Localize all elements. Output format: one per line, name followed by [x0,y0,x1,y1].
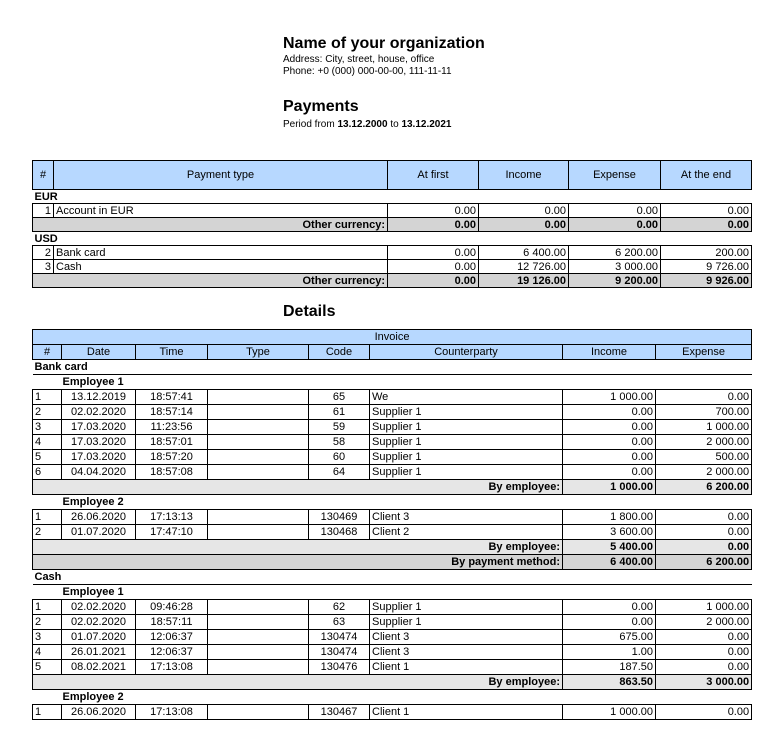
row-counterparty: Supplier 1 [370,600,563,615]
currency-label: EUR [33,190,752,204]
row-expense: 700.00 [656,405,752,420]
row-time: 09:46:28 [136,600,208,615]
row-time: 17:47:10 [136,525,208,540]
employee-name: Employee 2 [33,690,752,705]
row-number: 4 [33,645,62,660]
details-col-time: Time [136,345,208,360]
row-counterparty: Supplier 1 [370,405,563,420]
details-col-type: Type [208,345,309,360]
row-date: 17.03.2020 [62,420,136,435]
table-row [33,390,752,405]
summary-col-expense: Expense [569,161,661,190]
summary-header-row [33,161,752,190]
expense-value: 3 000.00 [569,260,661,274]
details-header-row [33,345,752,360]
row-type [208,390,309,405]
row-income: 1 800.00 [563,510,656,525]
period-line [283,119,452,130]
summary-col-at-the-end: At the end [661,161,752,190]
organization-header [283,34,763,78]
currency-total-label: Other currency: [33,218,388,232]
row-code: 58 [309,435,370,450]
row-date: 02.02.2020 [62,405,136,420]
period-prefix: Period from [283,119,335,130]
row-time: 18:57:41 [136,390,208,405]
total-at-end: 0.00 [661,218,752,232]
payment-type: Account in EUR [54,204,388,218]
row-number: 1 [33,600,62,615]
row-counterparty: Supplier 1 [370,465,563,480]
details-body [33,360,752,720]
row-expense: 0.00 [656,660,752,675]
row-number: 3 [33,630,62,645]
currency-total-label: Other currency: [33,274,388,288]
at-end-value: 0.00 [661,204,752,218]
employee-total-expense: 6 200.00 [656,480,752,495]
table-row [33,510,752,525]
row-type [208,525,309,540]
table-row [33,705,752,720]
details-title: Details [283,303,336,320]
total-at-first: 0.00 [388,218,479,232]
row-code: 130469 [309,510,370,525]
row-time: 18:57:20 [136,450,208,465]
row-counterparty: We [370,390,563,405]
employee-total-label: By employee: [33,675,563,690]
row-code: 61 [309,405,370,420]
row-expense: 0.00 [656,510,752,525]
row-type [208,450,309,465]
table-row [33,525,752,540]
row-type [208,435,309,450]
row-time: 18:57:11 [136,615,208,630]
row-time: 12:06:37 [136,645,208,660]
employee-total-income: 863.50 [563,675,656,690]
employee-total-row [33,675,752,690]
details-col-date: Date [62,345,136,360]
table-row [33,615,752,630]
row-income: 0.00 [563,465,656,480]
total-at-end: 9 926.00 [661,274,752,288]
employee-total-expense: 0.00 [656,540,752,555]
employee-total-expense: 3 000.00 [656,675,752,690]
total-income: 0.00 [479,218,569,232]
row-expense: 0.00 [656,645,752,660]
total-income: 19 126.00 [479,274,569,288]
row-date: 17.03.2020 [62,435,136,450]
row-number: 4 [33,435,62,450]
row-income: 1 000.00 [563,705,656,720]
payment-type: Cash [54,260,388,274]
row-date: 04.04.2020 [62,465,136,480]
row-code: 130474 [309,645,370,660]
row-number: 1 [33,705,62,720]
income-value: 0.00 [479,204,569,218]
payment-method-row [33,360,752,375]
details-col-code: Code [309,345,370,360]
row-expense: 2 000.00 [656,465,752,480]
invoice-header: Invoice [33,330,752,345]
row-counterparty: Client 3 [370,630,563,645]
row-type [208,405,309,420]
row-number: 6 [33,465,62,480]
row-counterparty: Client 1 [370,660,563,675]
row-code: 130474 [309,630,370,645]
details-col-number: # [33,345,62,360]
row-counterparty: Client 3 [370,510,563,525]
currency-label: USD [33,232,752,246]
row-income: 0.00 [563,435,656,450]
employee-name: Employee 1 [33,585,752,600]
row-date: 13.12.2019 [62,390,136,405]
currency-group-row [33,232,752,246]
row-type [208,510,309,525]
employee-name: Employee 1 [33,375,752,390]
row-number: 2 [33,405,62,420]
at-first-value: 0.00 [388,260,479,274]
table-row [33,450,752,465]
method-total-expense: 6 200.00 [656,555,752,570]
table-row [33,405,752,420]
row-counterparty: Supplier 1 [370,435,563,450]
row-time: 18:57:14 [136,405,208,420]
at-first-value: 0.00 [388,204,479,218]
row-expense: 0.00 [656,630,752,645]
row-income: 0.00 [563,450,656,465]
row-number: 5 [33,450,62,465]
organization-phone: Phone: +0 (000) 000-00-00, 111-11-11 [283,66,452,77]
row-number: 2 [33,615,62,630]
row-time: 17:13:13 [136,510,208,525]
row-type [208,615,309,630]
period-date-from: 13.12.2000 [337,119,388,130]
row-code: 64 [309,465,370,480]
employee-total-row [33,480,752,495]
row-date: 01.07.2020 [62,630,136,645]
row-date: 26.06.2020 [62,705,136,720]
summary-col-at-first: At first [388,161,479,190]
row-code: 65 [309,390,370,405]
method-total-income: 6 400.00 [563,555,656,570]
currency-group-row [33,190,752,204]
row-number: 3 [33,420,62,435]
details-col-counterparty: Counterparty [370,345,563,360]
method-total-row [33,555,752,570]
employee-total-row [33,540,752,555]
employee-total-label: By employee: [33,540,563,555]
payment-method-name: Cash [33,570,752,585]
employee-row [33,375,752,390]
row-code: 59 [309,420,370,435]
row-number: 1 [33,390,62,405]
income-value: 6 400.00 [479,246,569,260]
row-type [208,420,309,435]
row-time: 17:13:08 [136,705,208,720]
table-row [33,630,752,645]
employee-total-label: By employee: [33,480,563,495]
row-date: 01.07.2020 [62,525,136,540]
row-code: 60 [309,450,370,465]
payment-method-name: Bank card [33,360,752,375]
row-income: 3 600.00 [563,525,656,540]
employee-total-income: 1 000.00 [563,480,656,495]
method-total-label: By payment method: [33,555,563,570]
payment-method-row [33,570,752,585]
payments-title: Payments [283,98,359,115]
income-value: 12 726.00 [479,260,569,274]
summary-col-income: Income [479,161,569,190]
total-expense: 0.00 [569,218,661,232]
row-code: 130476 [309,660,370,675]
expense-value: 6 200.00 [569,246,661,260]
organization-name: Name of your organization [283,35,485,52]
row-number: 5 [33,660,62,675]
payments-summary-table [32,160,752,288]
row-time: 17:13:08 [136,660,208,675]
row-number: 3 [33,260,54,274]
at-end-value: 200.00 [661,246,752,260]
currency-total-row [33,218,752,232]
row-type [208,630,309,645]
employee-row [33,585,752,600]
row-expense: 1 000.00 [656,600,752,615]
row-income: 1 000.00 [563,390,656,405]
period-to: to [390,119,399,130]
table-row [33,420,752,435]
row-number: 2 [33,246,54,260]
row-type [208,705,309,720]
employee-row [33,495,752,510]
row-counterparty: Client 1 [370,705,563,720]
row-code: 62 [309,600,370,615]
expense-value: 0.00 [569,204,661,218]
row-counterparty: Supplier 1 [370,450,563,465]
period-date-to: 13.12.2021 [401,119,452,130]
row-date: 26.06.2020 [62,510,136,525]
row-income: 0.00 [563,600,656,615]
row-code: 130467 [309,705,370,720]
summary-col-number: # [33,161,54,190]
row-income: 187.50 [563,660,656,675]
invoice-header-row [33,330,752,345]
details-col-expense: Expense [656,345,752,360]
table-row [33,645,752,660]
row-date: 02.02.2020 [62,615,136,630]
organization-address: Address: City, street, house, office [283,54,435,65]
table-row [33,465,752,480]
summary-row [33,260,752,274]
row-date: 17.03.2020 [62,450,136,465]
summary-body [33,190,752,288]
row-expense: 1 000.00 [656,420,752,435]
employee-name: Employee 2 [33,495,752,510]
row-counterparty: Supplier 1 [370,615,563,630]
currency-total-row [33,274,752,288]
total-expense: 9 200.00 [569,274,661,288]
table-row [33,435,752,450]
row-code: 63 [309,615,370,630]
at-end-value: 9 726.00 [661,260,752,274]
row-type [208,465,309,480]
row-counterparty: Supplier 1 [370,420,563,435]
row-income: 675.00 [563,630,656,645]
summary-row [33,204,752,218]
table-row [33,660,752,675]
row-counterparty: Client 2 [370,525,563,540]
total-at-first: 0.00 [388,274,479,288]
row-time: 11:23:56 [136,420,208,435]
row-income: 1.00 [563,645,656,660]
row-number: 1 [33,510,62,525]
details-col-income: Income [563,345,656,360]
row-expense: 0.00 [656,705,752,720]
row-income: 0.00 [563,615,656,630]
row-time: 18:57:01 [136,435,208,450]
row-type [208,600,309,615]
row-number: 2 [33,525,62,540]
at-first-value: 0.00 [388,246,479,260]
row-income: 0.00 [563,405,656,420]
employee-row [33,690,752,705]
row-expense: 2 000.00 [656,615,752,630]
row-type [208,660,309,675]
row-counterparty: Client 3 [370,645,563,660]
table-row [33,600,752,615]
row-expense: 0.00 [656,390,752,405]
row-expense: 500.00 [656,450,752,465]
row-date: 02.02.2020 [62,600,136,615]
payment-type: Bank card [54,246,388,260]
details-table [32,329,752,720]
summary-col-payment-type: Payment type [54,161,388,190]
row-time: 18:57:08 [136,465,208,480]
row-type [208,645,309,660]
row-time: 12:06:37 [136,630,208,645]
row-code: 130468 [309,525,370,540]
employee-total-income: 5 400.00 [563,540,656,555]
row-date: 26.01.2021 [62,645,136,660]
row-expense: 2 000.00 [656,435,752,450]
summary-row [33,246,752,260]
row-number: 1 [33,204,54,218]
row-expense: 0.00 [656,525,752,540]
row-date: 08.02.2021 [62,660,136,675]
row-income: 0.00 [563,420,656,435]
